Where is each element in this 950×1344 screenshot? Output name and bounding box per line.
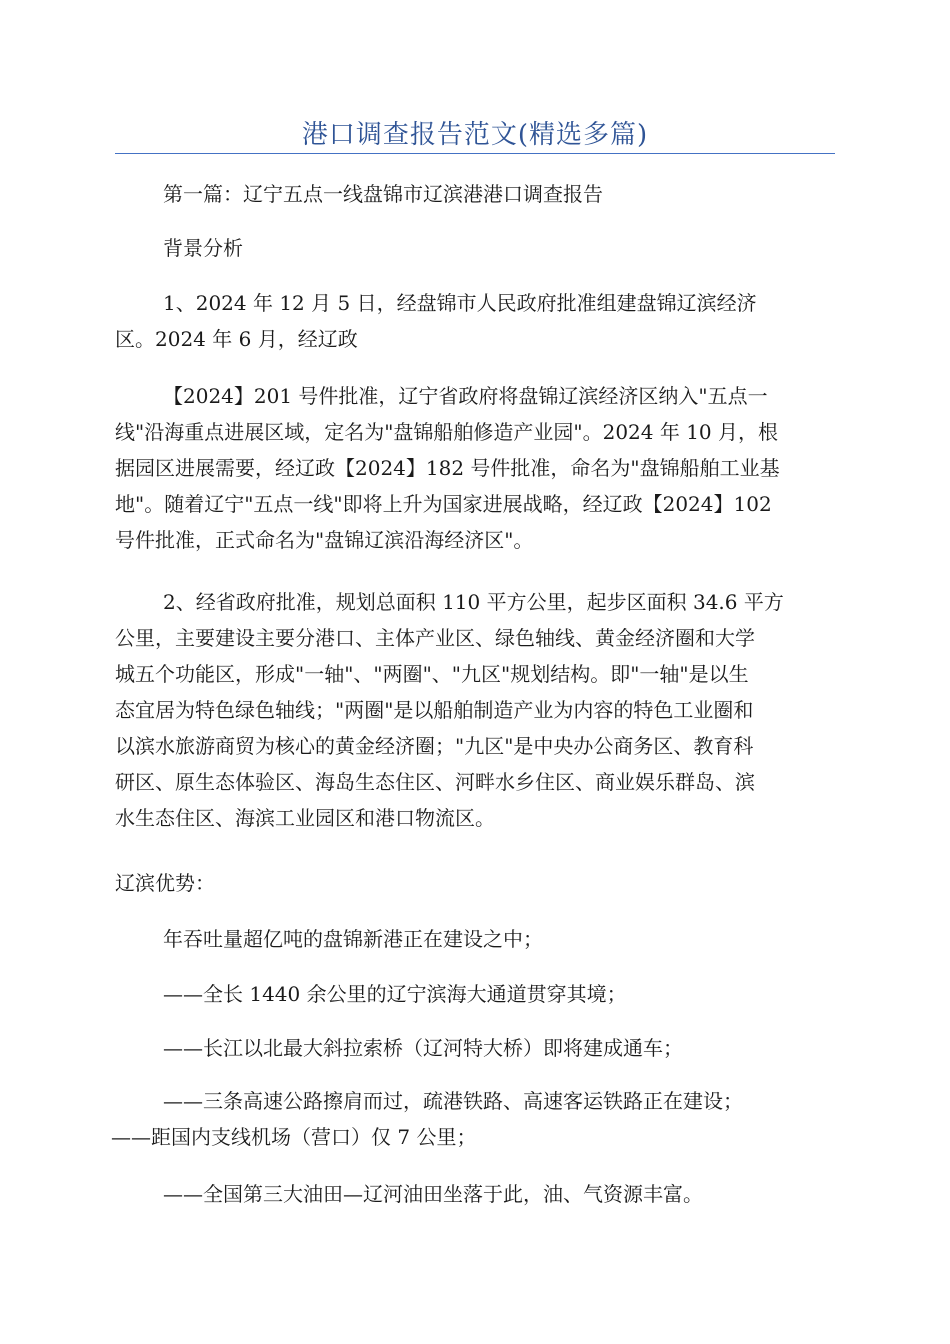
paragraph-point-1 [115,285,835,357]
paragraph-advantage-port: 年吞吐量超亿吨的盘锦新港正在建设之中； [163,927,543,951]
paragraph-advantage-bridge: ——长江以北最大斜拉索桥（辽河特大桥）即将建成通车； [163,1036,683,1060]
text-line: ——距国内支线机场（营口）仅 7 公里； [111,1125,477,1149]
title-underline [115,153,835,154]
paragraph-background-heading: 背景分析 [163,236,243,260]
text-line: 水生态住区、海滨工业园区和港口物流区。 [115,806,495,830]
text-line: 【2024】201 号件批准，辽宁省政府将盘锦辽滨经济区纳入"五点一 [163,384,768,408]
text-line: 1、2024 年 12 月 5 日，经盘锦市人民政府批准组建盘锦辽滨经济 [163,291,757,315]
text-line: 城五个功能区，形成"一轴"、"两圈"、"九区"规划结构。即"一轴"是以生 [115,662,749,686]
text-line: ——三条高速公路擦肩而过，疏港铁路、高速客运铁路正在建设； [163,1089,743,1113]
paragraph-point-2 [115,584,835,836]
paragraph-advantage-coastal-road: ——全长 1440 余公里的辽宁滨海大通道贯穿其境； [163,982,627,1006]
text-line: 研区、原生态体验区、海岛生态住区、河畔水乡住区、商业娱乐群岛、滨 [115,770,755,794]
text-line: 区。2024 年 6 月，经辽政 [115,327,358,351]
paragraph-approval-history [115,378,835,558]
text-line: 地"。随着辽宁"五点一线"即将上升为国家进展战略，经辽政【2024】102 [115,492,772,516]
paragraph-heading-part-one: 第一篇：辽宁五点一线盘锦市辽滨港港口调查报告 [163,182,603,206]
paragraph-advantage-transport [111,1083,835,1155]
text-line: 公里，主要建设主要分港口、主体产业区、绿色轴线、黄金经济圈和大学 [115,626,755,650]
text-line: 态宜居为特色绿色轴线；"两圈"是以船舶制造产业为内容的特色工业圈和 [115,698,754,722]
text-line: 据园区进展需要，经辽政【2024】182 号件批准，命名为"盘锦船舶工业基 [115,456,780,480]
text-line: 线"沿海重点进展区域，定名为"盘锦船舶修造产业园"。2024 年 10 月，根 [115,420,779,444]
paragraph-advantages-heading: 辽滨优势： [115,871,215,895]
text-line: 号件批准，正式命名为"盘锦辽滨沿海经济区"。 [115,528,534,552]
text-line: 以滨水旅游商贸为核心的黄金经济圈；"九区"是中央办公商务区、教育科 [115,734,754,758]
document-title: 港口调查报告范文(精选多篇) [301,120,649,150]
paragraph-advantage-oilfield: ——全国第三大油田—辽河油田坐落于此，油、气资源丰富。 [163,1182,703,1206]
text-line: 2、经省政府批准，规划总面积 110 平方公里，起步区面积 34.6 平方 [163,590,784,614]
